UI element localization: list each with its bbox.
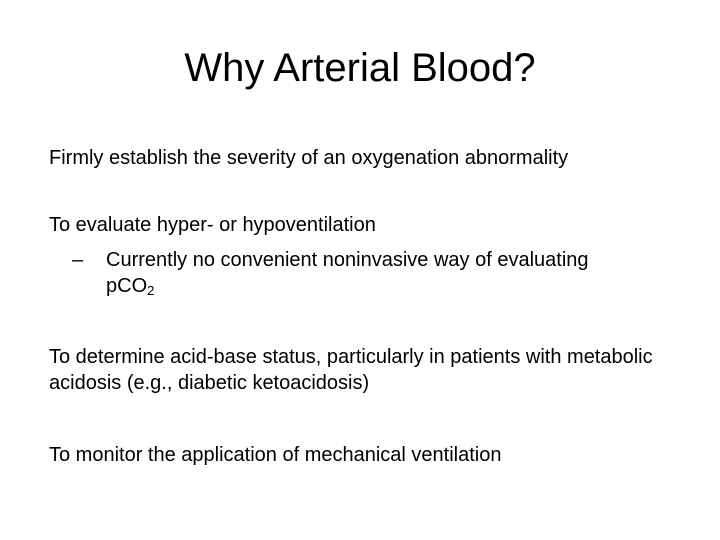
sub-bullet-dash: –	[72, 249, 84, 271]
bullet-ventilation: To evaluate hyper- or hypoventilation	[49, 214, 376, 236]
bullet-severity: Firmly establish the severity of an oxygenation abnormality	[49, 147, 569, 169]
slide-title: Why Arterial Blood?	[184, 46, 536, 90]
sub-bullet-text	[72, 247, 632, 299]
sub-bullet-text-main: Currently no convenient noninvasive way of evaluating p	[106, 249, 589, 297]
sub-bullet-pco2	[72, 247, 632, 299]
sub-bullet-chem: CO	[117, 275, 148, 297]
bullet-mechanical-ventilation: To monitor the application of mechanical ventilation	[49, 444, 502, 466]
bullet-acid-base: To determine acid-base status, particularly in patients with metabolic acidosis (e.g., diabetic ketoacidosis)	[49, 346, 653, 394]
sub-bullet-subscript: 2	[147, 283, 155, 298]
